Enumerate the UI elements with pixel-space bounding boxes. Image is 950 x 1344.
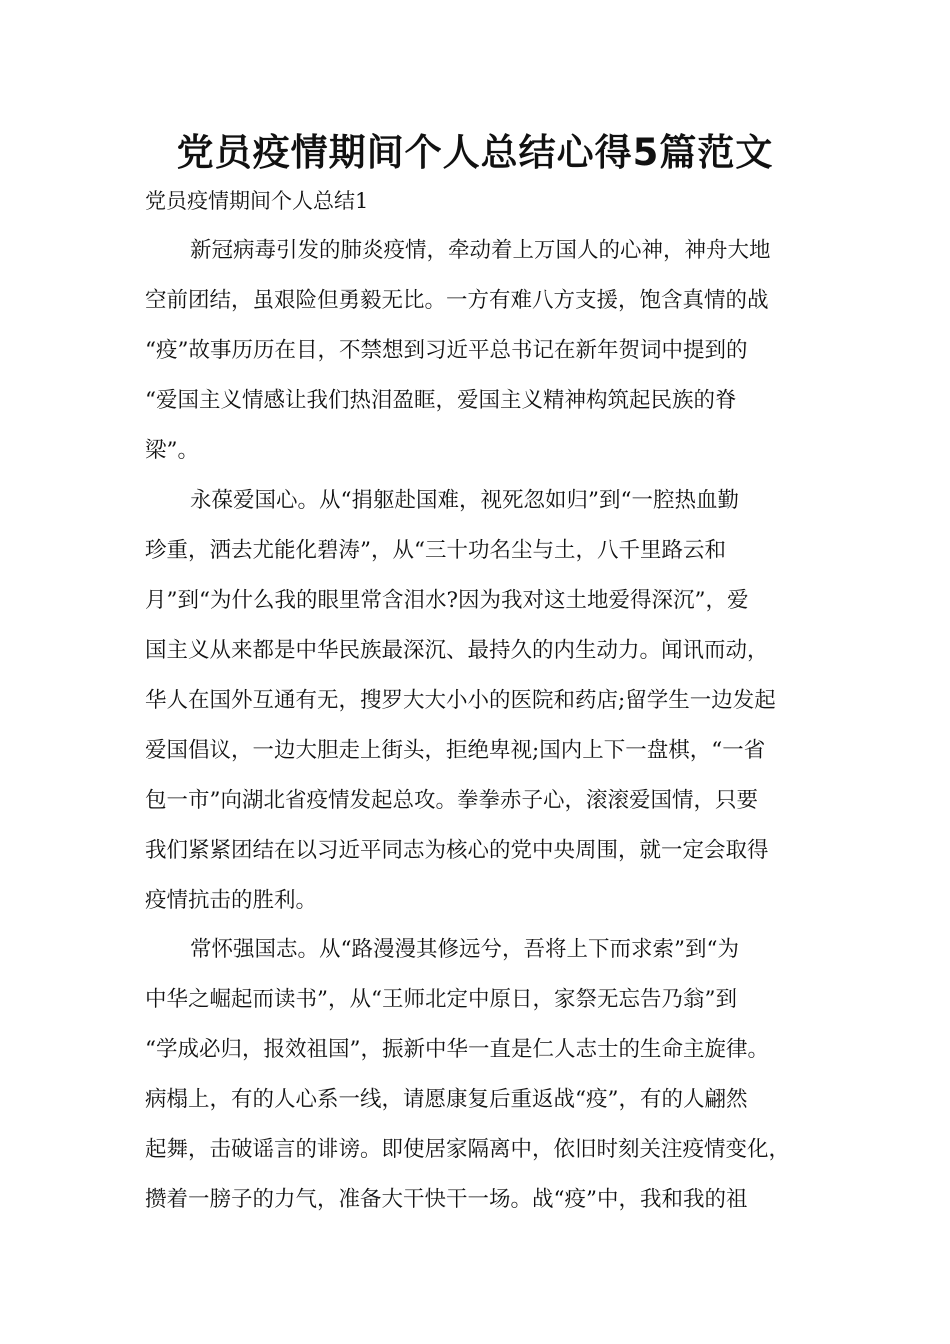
paragraph-1-line-1: 新冠病毒引发的肺炎疫情，牵动着上万国人的心神，神舟大地 <box>190 238 771 263</box>
paragraph-2-line-9: 疫情抗击的胜利。 <box>145 888 318 913</box>
paragraph-2-line-4: 国主义从来都是中华民族最深沉、最持久的内生动力。闻讯而动， <box>145 638 769 663</box>
paragraph-3-line-2: 中华之崛起而读书”，从“王师北定中原日，家祭无忘告乃翁”到 <box>145 987 737 1012</box>
section-heading: 党员疫情期间个人总结1 <box>145 189 369 213</box>
paragraph-2-line-7: 包一市”向湖北省疫情发起总攻。拳拳赤子心，滚滚爱国情，只要 <box>145 788 758 813</box>
paragraph-2-line-1: 永葆爱国心。从“捐躯赴国难，视死忽如归”到“一腔热血勤 <box>190 488 739 513</box>
paragraph-3-line-6: 攒着一膀子的力气，准备大干快干一场。战“疫”中，我和我的祖 <box>145 1187 748 1212</box>
paragraph-2-line-2: 珍重，洒去尤能化碧涛”，从“三十功名尘与土，八千里路云和 <box>145 538 726 563</box>
paragraph-1-line-3: “疫”故事历历在目，不禁想到习近平总书记在新年贺词中提到的 <box>145 338 748 363</box>
paragraph-2-line-3: 月”到“为什么我的眼里常含泪水?因为我对这土地爱得深沉”，爱 <box>145 588 749 613</box>
paragraph-3-line-4: 病榻上，有的人心系一线，请愿康复后重返战“疫”，有的人翩然 <box>145 1087 748 1112</box>
paragraph-3-line-5: 起舞，击破谣言的诽谤。即使居家隔离中，依旧时刻关注疫情变化， <box>145 1137 791 1162</box>
paragraph-1-line-4: “爱国主义情感让我们热泪盈眶，爱国主义精神构筑起民族的脊 <box>145 388 737 413</box>
paragraph-2-line-5: 华人在国外互通有无，搜罗大大小小的医院和药店;留学生一边发起 <box>145 688 776 713</box>
document-title: 党员疫情期间个人总结心得5篇范文 <box>176 131 774 174</box>
paragraph-3-line-3: “学成必归，报效祖国”，振新中华一直是仁人志士的生命主旋律。 <box>145 1037 769 1062</box>
paragraph-2-line-8: 我们紧紧团结在以习近平同志为核心的党中央周围，就一定会取得 <box>145 838 769 863</box>
paragraph-1-line-2: 空前团结，虽艰险但勇毅无比。一方有难八方支援，饱含真情的战 <box>145 288 769 313</box>
paragraph-3-line-1: 常怀强国志。从“路漫漫其修远兮，吾将上下而求索”到“为 <box>190 937 739 962</box>
paragraph-2-line-6: 爱国倡议，一边大胆走上街头，拒绝卑视;国内上下一盘棋，“一省 <box>145 738 766 763</box>
paragraph-1-line-5: 梁”。 <box>145 438 199 463</box>
